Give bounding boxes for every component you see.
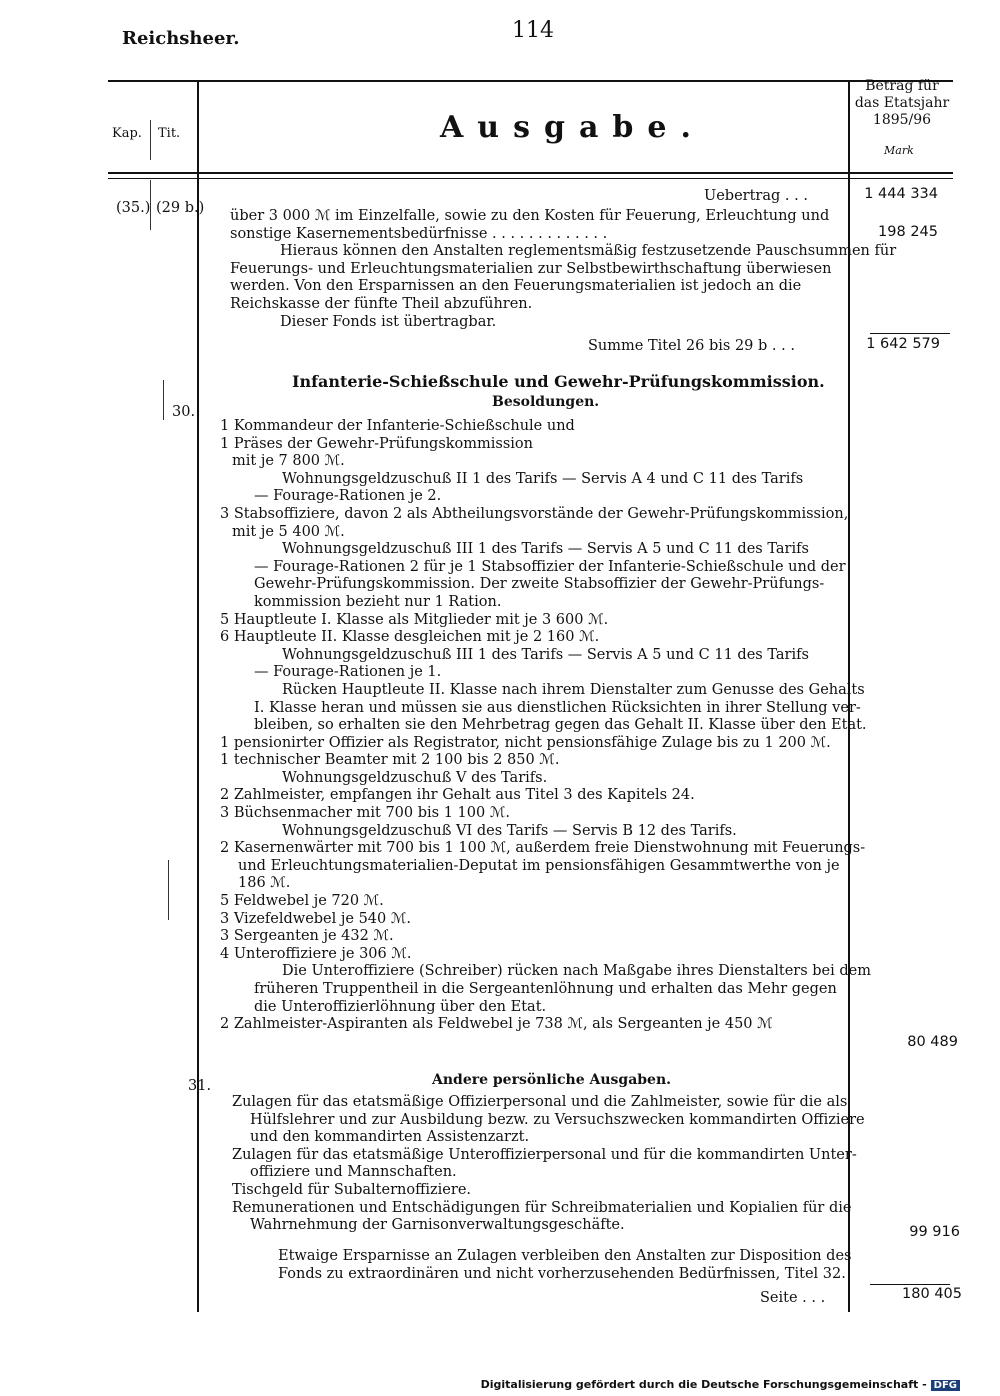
seite-label: Seite . . .	[760, 1290, 826, 1306]
text-line: 186 ℳ.	[238, 875, 291, 892]
block1-amount: 198 245	[878, 224, 938, 240]
text-line: Zulagen für das etatsmäßige Offizierpersonal und die Zahlmeister, sowie für die als	[232, 1094, 848, 1110]
header-bottom-rule-2	[108, 178, 953, 179]
text-line: Gewehr-Prüfungskommission. Der zweite Stabsoffizier der Gewehr-Prüfungs-	[254, 576, 825, 593]
text-line: I. Klasse heran und müssen sie aus dienstlichen Rücksichten in ihrer Stellung ver-	[254, 699, 861, 716]
summe-label: Summe Titel 26 bis 29 b . . .	[588, 338, 795, 354]
block3-text	[232, 1094, 865, 1235]
text-line: Wohnungsgeldzuschuß VI des Tarifs — Servis B 12 des Tarifs.	[282, 822, 737, 839]
dfg-logo: DFG	[931, 1380, 960, 1391]
text-line: Reichskasse der fünfte Theil abzuführen.	[230, 295, 533, 312]
subheading-besoldungen: Besoldungen.	[492, 394, 600, 410]
tit-number: (29 b.)	[156, 200, 205, 216]
unit-header: Mark	[884, 144, 914, 157]
block3-note	[278, 1248, 851, 1283]
text-line: und den kommandirten Assistenzarzt.	[250, 1129, 530, 1146]
subheading-andere: Andere persönliche Ausgaben.	[432, 1072, 672, 1088]
text-line: werden. Von den Ersparnissen an den Feuerungsmaterialien ist jedoch an die	[230, 278, 802, 295]
text-line: Dieser Fonds ist übertragbar.	[280, 313, 497, 330]
running-header: Reichsheer.	[122, 28, 240, 49]
block2-text	[220, 418, 871, 1034]
text-line: die Unteroffizierlöhnung über den Etat.	[254, 998, 547, 1015]
tit-header: Tit.	[158, 126, 181, 141]
page-title: Ausgabe.	[440, 110, 705, 145]
text-line: 1 Präses der Gewehr-Prüfungskommission	[220, 435, 534, 452]
text-line: 3 Sergeanten je 432 ℳ.	[220, 928, 394, 945]
title-column-divider	[197, 82, 199, 1312]
text-line: 2 Zahlmeister-Aspiranten als Feldwebel je 738 ℳ, als Sergeanten je 450 ℳ	[220, 1016, 773, 1033]
uebertrag-label: Uebertrag . . .	[704, 188, 808, 204]
seite-value: 180 405	[902, 1286, 962, 1302]
text-line: Die Unteroffiziere (Schreiber) rücken nach Maßgabe ihres Dienstalters bei dem	[282, 963, 871, 980]
block1-text	[230, 208, 896, 331]
text-line: bleiben, so erhalten sie den Mehrbetrag gegen das Gehalt II. Klasse über den Etat.	[254, 717, 867, 734]
text-line: mit je 7 800 ℳ.	[232, 453, 345, 470]
page-number: 114	[512, 18, 554, 43]
text-line: Feuerungs- und Erleuchtungsmaterialien zur Selbstbewirthschaftung überwiesen	[230, 260, 832, 277]
text-line: 2 Kasernenwärter mit 700 bis 1 100 ℳ, außerdem freie Dienstwohnung mit Feuerungs-	[220, 840, 866, 857]
text-line: — Fourage-Rationen je 2.	[254, 488, 442, 505]
text-line: kommission bezieht nur 1 Ration.	[254, 593, 502, 610]
text-line: 3 Stabsoffiziere, davon 2 als Abtheilungsvorstände der Gewehr-Prüfungskommission,	[220, 505, 849, 522]
text-line: sonstige Kasernementsbedürfnisse . . . . . . . . . . . . .	[230, 225, 608, 242]
text-line: 1 pensionirter Offizier als Registrator, nicht pensionsfähige Zulage bis zu 1 200 ℳ.	[220, 734, 831, 751]
text-line: 2 Zahlmeister, empfangen ihr Gehalt aus Titel 3 des Kapitels 24.	[220, 787, 695, 804]
text-line: Rücken Hauptleute II. Klasse nach ihrem Dienstalter zum Genusse des Gehalts	[282, 681, 865, 698]
kap-number: (35.)	[116, 200, 151, 216]
header-bottom-rule	[108, 172, 953, 174]
text-line: Etwaige Ersparnisse an Zulagen verbleiben den Anstalten zur Disposition des	[278, 1248, 852, 1264]
top-rule	[108, 80, 953, 82]
text-line: 1 technischer Beamter mit 2 100 bis 2 850 ℳ.	[220, 752, 560, 769]
summe-rule	[870, 333, 950, 334]
column-tick-lower	[168, 860, 169, 920]
text-line: mit je 5 400 ℳ.	[232, 523, 345, 540]
column-tick	[163, 380, 164, 420]
text-line: — Fourage-Rationen je 1.	[254, 664, 442, 681]
text-line: Remunerationen und Entschädigungen für Schreibmaterialien und Kopialien für die	[232, 1199, 852, 1216]
block3-amount: 99 916	[909, 1224, 960, 1240]
summe-value: 1 642 579	[866, 336, 940, 352]
kap-header: Kap.	[112, 126, 142, 141]
text-line: und Erleuchtungsmaterialien-Deputat im pensionsfähigen Gesammtwerthe von je	[238, 857, 840, 874]
text-line: über 3 000 ℳ im Einzelfalle, sowie zu den Kosten für Feuerung, Erleuchtung und	[230, 208, 830, 224]
betrag-header: Betrag für das Etatsjahr 1895/96	[854, 78, 950, 128]
text-line: Wohnungsgeldzuschuß V des Tarifs.	[282, 769, 548, 786]
text-line: Tischgeld für Subalternoffiziere.	[232, 1181, 472, 1198]
footer-text: Digitalisierung gefördert durch die Deutsche Forschungsgemeinschaft -	[480, 1378, 927, 1391]
text-line: Wohnungsgeldzuschuß III 1 des Tarifs — Servis A 5 und C 11 des Tarifs	[282, 541, 809, 558]
text-line: 3 Büchsenmacher mit 700 bis 1 100 ℳ.	[220, 805, 510, 822]
text-line: Hieraus können den Anstalten reglementsmäßig festzusetzende Pauschsummen für	[280, 243, 897, 260]
footer-credit	[481, 1378, 960, 1391]
block2-amount: 80 489	[907, 1034, 958, 1050]
text-line: Hülfslehrer und zur Ausbildung bezw. zu Versuchszwecken kommandirten Offiziere	[250, 1111, 865, 1128]
text-line: Zulagen für das etatsmäßige Unteroffizierpersonal und für die kommandirten Unter-	[232, 1146, 857, 1163]
text-line: Wohnungsgeldzuschuß III 1 des Tarifs — Servis A 5 und C 11 des Tarifs	[282, 646, 809, 663]
text-line: Fonds zu extraordinären und nicht vorherzusehenden Bedürfnissen, Titel 32.	[278, 1265, 846, 1282]
text-line: offiziere und Mannschaften.	[250, 1164, 457, 1181]
text-line: 4 Unteroffiziere je 306 ℳ.	[220, 945, 412, 962]
text-line: 5 Hauptleute I. Klasse als Mitglieder mit je 3 600 ℳ.	[220, 611, 609, 628]
text-line: Wahrnehmung der Garnisonverwaltungsgeschäfte.	[250, 1217, 625, 1234]
text-line: 6 Hauptleute II. Klasse desgleichen mit je 2 160 ℳ.	[220, 629, 600, 646]
section-heading: Infanterie-Schießschule und Gewehr-Prüfungskommission.	[292, 372, 825, 391]
tit-31: 31.	[188, 1078, 212, 1094]
text-line: 1 Kommandeur der Infanterie-Schießschule und	[220, 418, 575, 434]
text-line: 5 Feldwebel je 720 ℳ.	[220, 893, 384, 910]
tit-30: 30.	[172, 404, 196, 420]
kap-tit-divider	[150, 120, 151, 160]
text-line: 3 Vizefeldwebel je 540 ℳ.	[220, 910, 411, 927]
seite-rule	[870, 1284, 950, 1285]
text-line: früheren Truppentheil in die Sergeantenlöhnung und erhalten das Mehr gegen	[254, 981, 837, 997]
uebertrag-value: 1 444 334	[864, 186, 938, 202]
text-line: — Fourage-Rationen 2 für je 1 Stabsoffizier der Infanterie-Schießschule und der	[254, 558, 846, 575]
text-line: Wohnungsgeldzuschuß II 1 des Tarifs — Servis A 4 und C 11 des Tarifs	[282, 470, 804, 487]
